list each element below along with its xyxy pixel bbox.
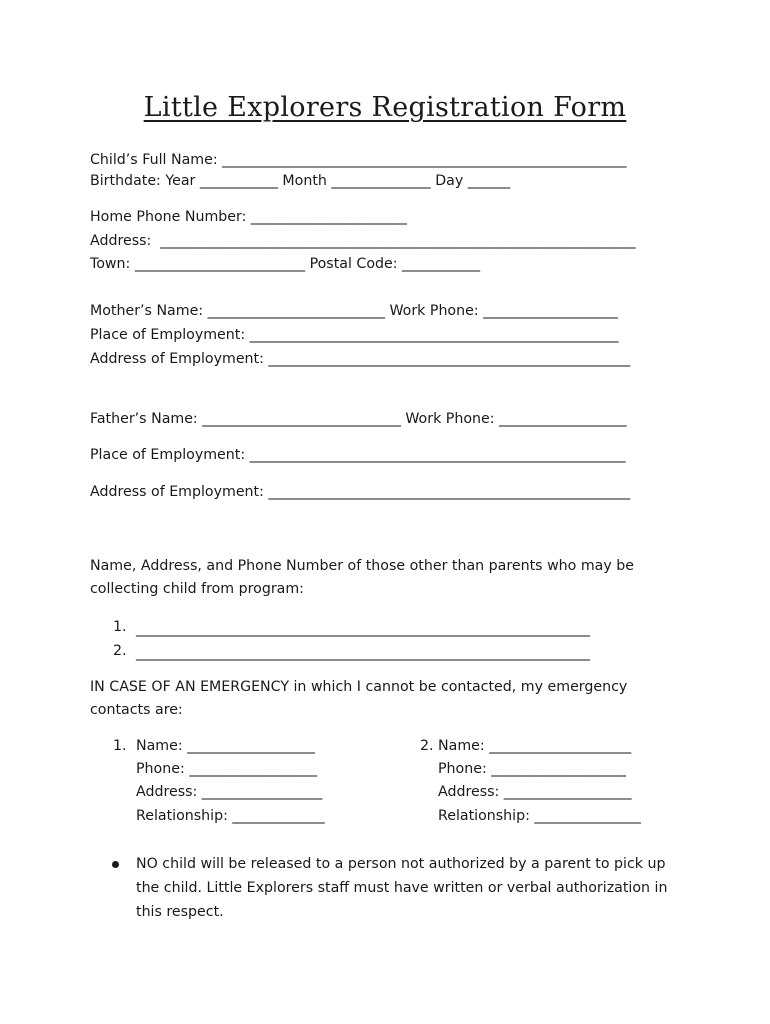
emergency2-relationship-field[interactable]: Relationship: _______________	[438, 808, 641, 824]
emergency1-name-field[interactable]: Name: __________________	[136, 738, 315, 754]
mother-employment-address-field[interactable]: Address of Employment: ___________________________________________________	[90, 351, 631, 367]
pickup-instruction: Name, Address, and Phone Number of those other than parents who may be collecting child from program:	[90, 558, 635, 597]
emergency2-address-field[interactable]: Address: __________________	[438, 784, 632, 800]
emergency-instruction: IN CASE OF AN EMERGENCY in which I cannot be contacted, my emergency contacts are:	[90, 679, 628, 718]
mother-employment-field[interactable]: Place of Employment: ____________________________________________________	[90, 327, 619, 343]
address-field[interactable]: Address: ___________________________________________________________________	[90, 233, 636, 249]
form-title: Little Explorers Registration Form	[143, 92, 627, 123]
town-postal-field[interactable]: Town: ________________________ Postal Code: ___________	[90, 256, 481, 272]
mother-name-phone-field[interactable]: Mother’s Name: _________________________ Work Phone: ___________________	[90, 303, 618, 319]
pickup-number-2: 2.	[113, 643, 127, 659]
father-employment-field[interactable]: Place of Employment: _____________________________________________________	[90, 447, 626, 463]
pickup-line-1[interactable]: ________________________________________________________________	[136, 621, 590, 637]
father-employment-address-field[interactable]: Address of Employment: ___________________________________________________	[90, 484, 631, 500]
emergency2-phone-field[interactable]: Phone: ___________________	[438, 761, 627, 777]
pickup-number-1: 1.	[113, 619, 127, 635]
emergency1-address-field[interactable]: Address: _________________	[136, 784, 323, 800]
bullet-icon	[112, 861, 119, 868]
emergency2-name-field[interactable]: 2. Name: ____________________	[420, 738, 632, 754]
father-name-phone-field[interactable]: Father’s Name: ____________________________ Work Phone: __________________	[90, 411, 627, 427]
authorization-note: NO child will be released to a person not authorized by a parent to pick up the child. Little Explorers staff must have written or verbal authorization in this respect.	[136, 856, 668, 920]
birthdate-field[interactable]: Birthdate: Year ___________ Month ______________ Day ______	[90, 173, 511, 189]
emergency1-phone-field[interactable]: Phone: __________________	[136, 761, 317, 777]
home-phone-field[interactable]: Home Phone Number: ______________________	[90, 209, 407, 225]
emergency1-relationship-field[interactable]: Relationship: _____________	[136, 808, 325, 824]
pickup-line-2[interactable]: ________________________________________________________________	[136, 645, 590, 661]
emergency-number-1: 1.	[113, 738, 127, 754]
child-full-name-field[interactable]: Child’s Full Name: _________________________________________________________	[90, 152, 627, 168]
